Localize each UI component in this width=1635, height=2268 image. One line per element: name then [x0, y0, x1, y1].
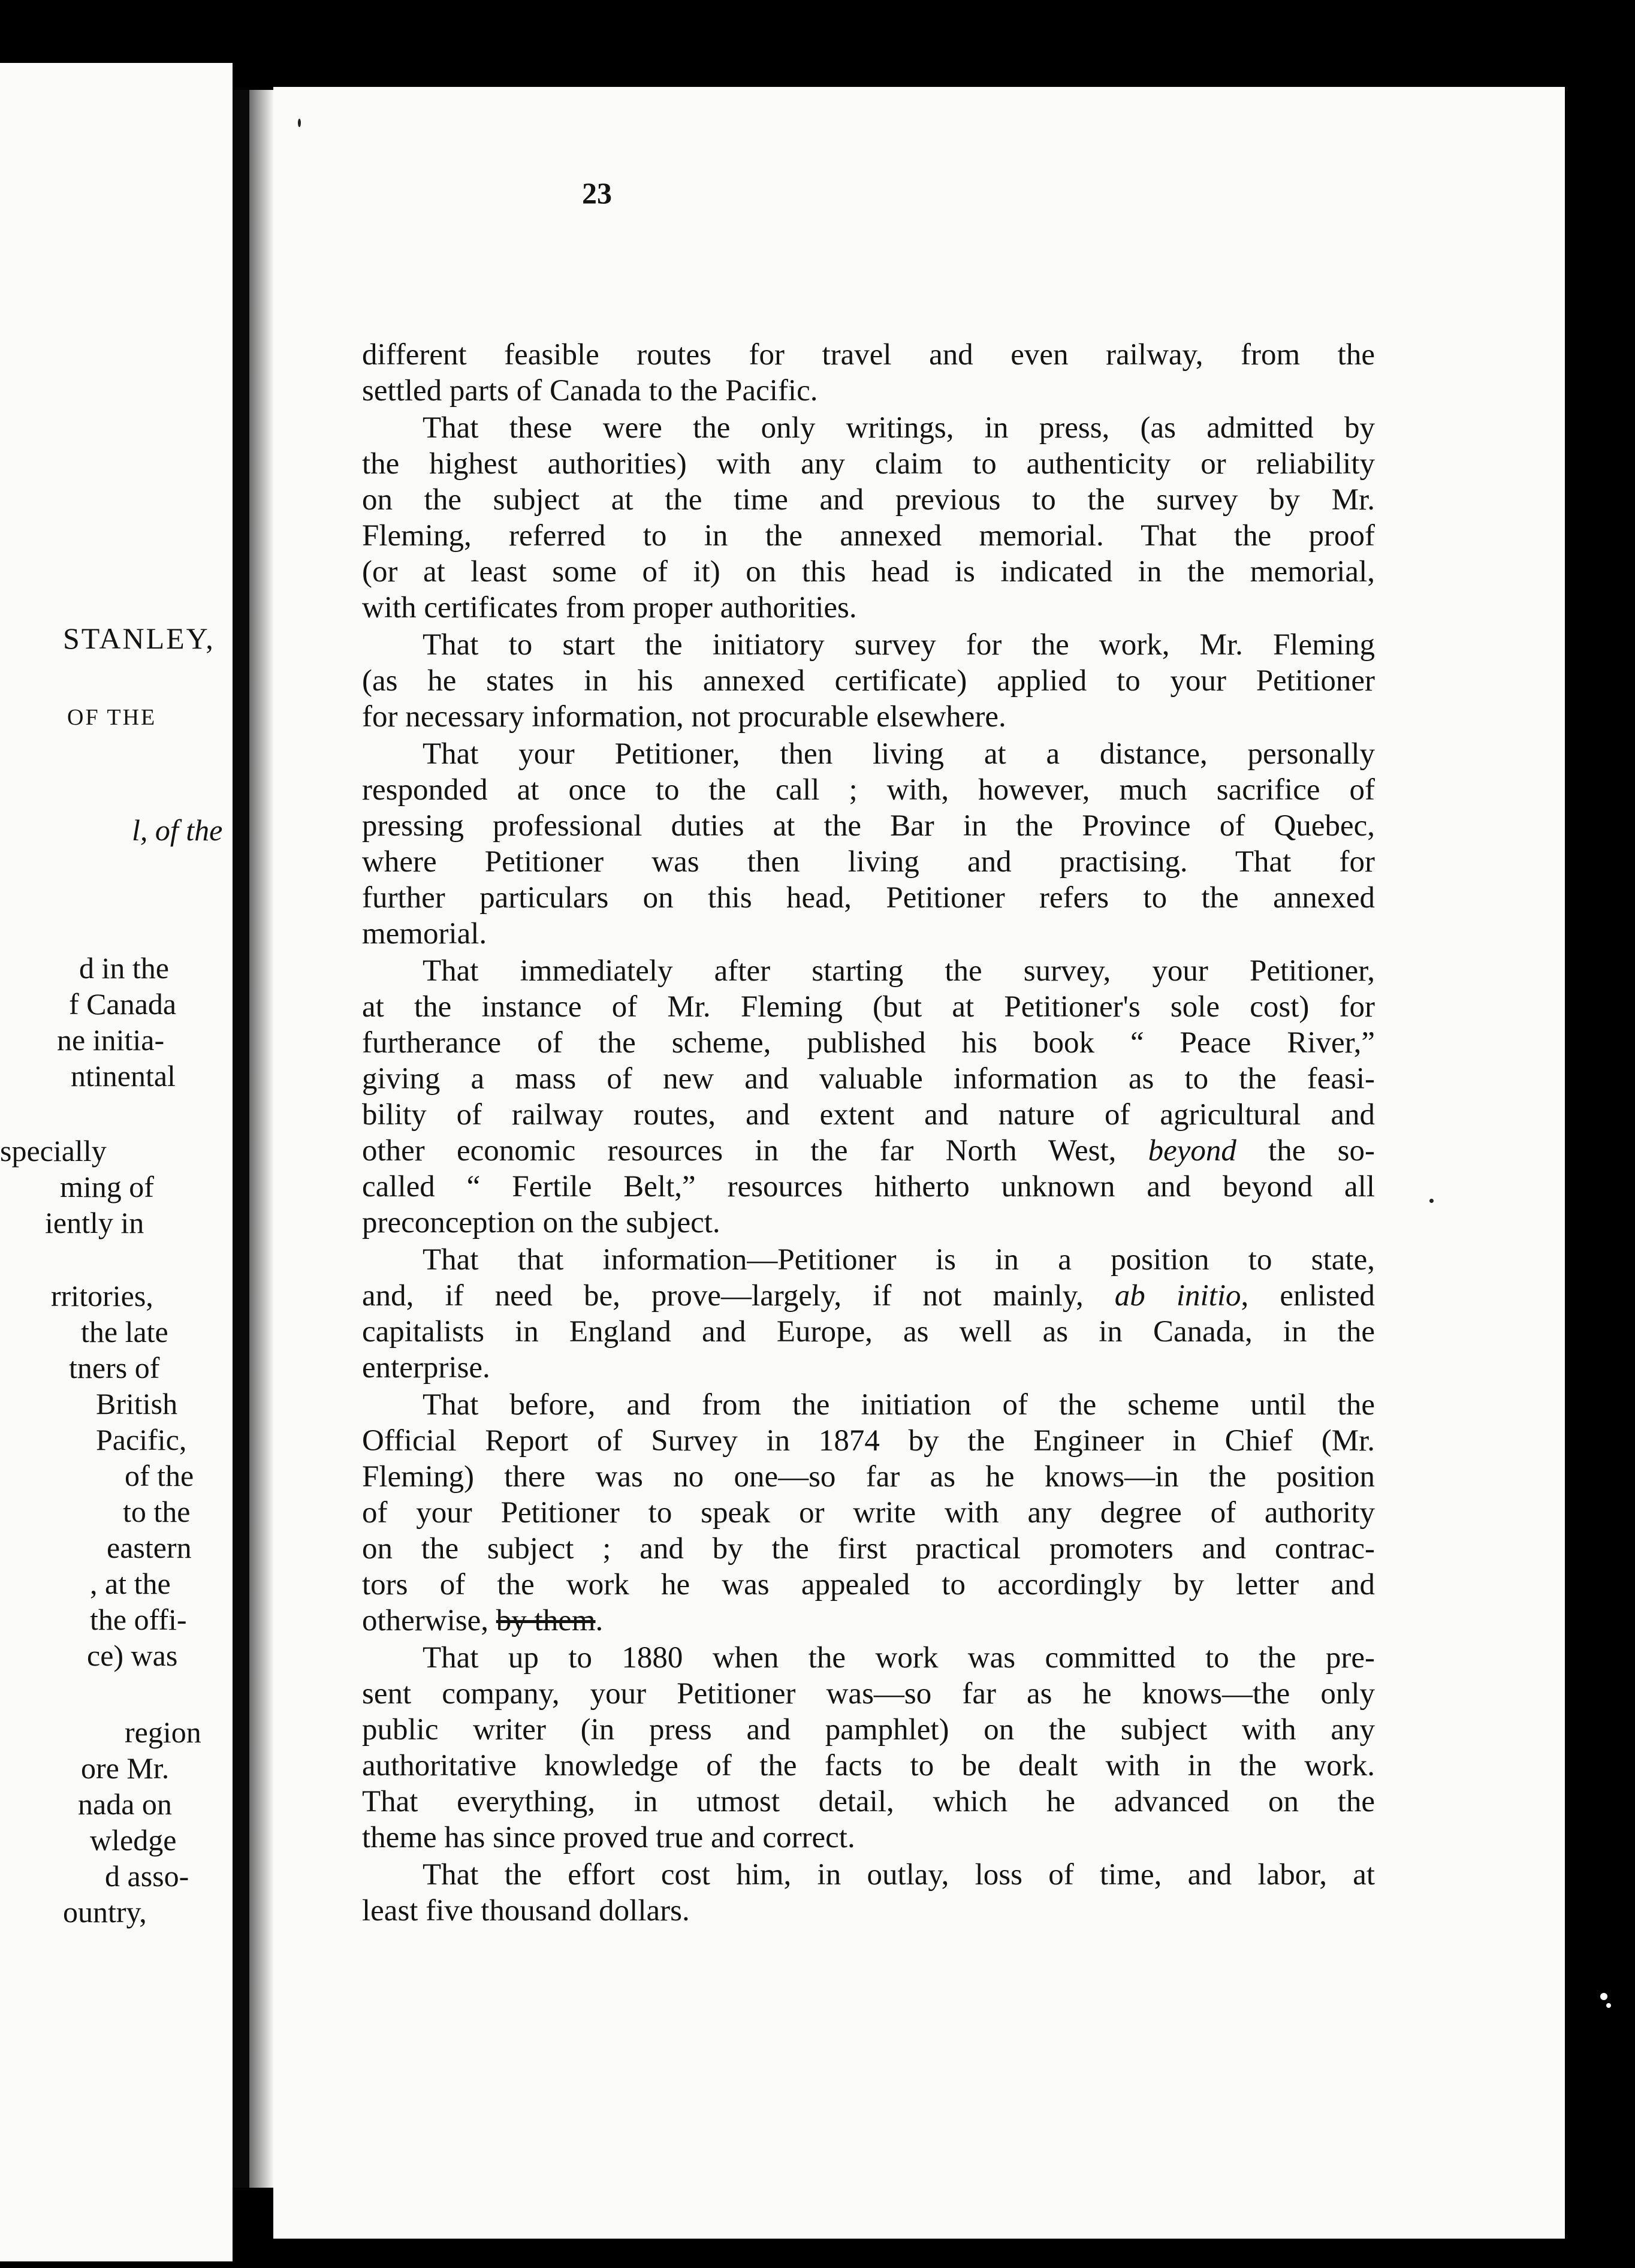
left-fragment: f Canada	[69, 987, 177, 1021]
left-fragment: tners of	[69, 1351, 160, 1385]
text-span: .	[595, 1604, 604, 1637]
text-line: on the subject at the time and previous to the survey by Mr.	[362, 483, 1375, 517]
left-fragment: ce) was	[87, 1639, 178, 1672]
text-line: (or at least some of it) on this head is indicated in the memorial,	[362, 555, 1375, 589]
text-line: preconception on the subject.	[362, 1206, 720, 1239]
text-line: That your Petitioner, then living at a distance, personally	[423, 737, 1375, 771]
scan-speck	[1606, 2003, 1611, 2008]
text-line: That immediately after starting the survey, your Petitioner,	[423, 954, 1375, 988]
left-fragment: wledge	[90, 1823, 177, 1857]
text-line: where Petitioner was then living and practising. That for	[362, 845, 1375, 879]
page-number: 23	[582, 176, 612, 210]
text-line: furtherance of the scheme, published his book “ Peace River,”	[362, 1026, 1375, 1060]
text-line: enterprise.	[362, 1351, 490, 1385]
left-fragment: of the	[125, 1459, 194, 1492]
italic-span: beyond	[1148, 1134, 1236, 1168]
text-line: That these were the only writings, in press, (as admitted by	[423, 411, 1375, 445]
left-fragment: specially	[0, 1134, 107, 1168]
left-fragment: OF THE	[67, 705, 157, 730]
left-fragment: region	[125, 1715, 201, 1749]
left-fragment: ountry,	[63, 1895, 147, 1929]
text-line: on the subject ; and by the first practical promoters and contrac-	[362, 1532, 1375, 1566]
text-line: pressing professional duties at the Bar in the Province of Quebec,	[362, 809, 1375, 843]
text-line: That the effort cost him, in outlay, loss of time, and labor, at	[423, 1858, 1375, 1892]
text-line: Official Report of Survey in 1874 by the Engineer in Chief (Mr.	[362, 1424, 1375, 1458]
left-fragment: the offi-	[90, 1603, 187, 1636]
text-line: That before, and from the initiation of the scheme until the	[423, 1388, 1375, 1422]
text-line: called “ Fertile Belt,” resources hitherto unknown and beyond all	[362, 1170, 1375, 1204]
text-line: the highest authorities) with any claim to authenticity or reliability	[362, 447, 1375, 481]
text-line: for necessary information, not procurable elsewhere.	[362, 700, 1006, 734]
left-fragment: STANLEY,	[63, 622, 215, 655]
text-line: theme has since proved true and correct.	[362, 1821, 855, 1854]
left-fragment: d asso-	[105, 1859, 189, 1893]
text-span: otherwise,	[362, 1604, 489, 1637]
text-line: That that information—Petitioner is in a position to state,	[423, 1243, 1375, 1277]
text-line: authoritative knowledge of the facts to be dealt with in the work.	[362, 1749, 1375, 1783]
text-line: That everything, in utmost detail, which he advanced on the	[362, 1785, 1375, 1818]
text-line: (as he states in his annexed certificate) applied to your Petitioner	[362, 664, 1375, 698]
text-line: giving a mass of new and valuable information as to the feasi-	[362, 1062, 1375, 1096]
text-line	[362, 1278, 1375, 1314]
text-line: That up to 1880 when the work was committed to the pre-	[423, 1641, 1375, 1675]
left-fragment: iently in	[45, 1206, 144, 1239]
text-span: the so-	[1236, 1134, 1375, 1168]
scan-speck	[1429, 1199, 1434, 1203]
text-line: different feasible routes for travel and even railway, from the	[362, 338, 1375, 372]
left-fragment: ntinental	[71, 1059, 176, 1093]
left-fragment: d in the	[79, 951, 169, 985]
left-fragment: ming of	[60, 1170, 154, 1204]
text-line: further particulars on this head, Petitioner refers to the annexed	[362, 881, 1375, 915]
left-fragment: to the	[123, 1495, 191, 1528]
text-span: , enlisted	[1241, 1279, 1375, 1313]
text-line: tors of the work he was appealed to accordingly by letter and	[362, 1568, 1375, 1602]
text-line: at the instance of Mr. Fleming (but at Petitioner's sole cost) for	[362, 990, 1375, 1024]
text-line	[362, 1133, 1375, 1169]
left-fragment: British	[96, 1387, 178, 1420]
text-line: public writer (in press and pamphlet) on the subject with any	[362, 1713, 1375, 1747]
text-line: settled parts of Canada to the Pacific.	[362, 374, 818, 408]
left-fragment: Pacific,	[96, 1423, 187, 1456]
text-line	[362, 1603, 1375, 1639]
left-fragment: eastern	[107, 1531, 192, 1564]
text-span: and, if need be, prove—largely, if not mainly,	[362, 1279, 1115, 1313]
text-line: Fleming) there was no one—so far as he knows—in the position	[362, 1460, 1375, 1494]
text-line: bility of railway routes, and extent and nature of agricultural and	[362, 1098, 1375, 1132]
gutter-shadow	[249, 90, 273, 2188]
scan-speck	[298, 119, 301, 127]
text-line: sent company, your Petitioner was—so far as he knows—the only	[362, 1677, 1375, 1711]
text-line: least five thousand dollars.	[362, 1894, 690, 1928]
text-line: Fleming, referred to in the annexed memorial. That the proof	[362, 519, 1375, 553]
text-line: responded at once to the call ; with, however, much sacrifice of	[362, 773, 1375, 807]
book-gutter	[233, 90, 249, 2188]
text-line: with certificates from proper authorities.	[362, 591, 857, 625]
left-fragment: rritories,	[51, 1279, 153, 1313]
left-fragment: , at the	[90, 1567, 171, 1600]
text-span: other economic resources in the far North West,	[362, 1134, 1148, 1168]
left-fragment: ne initia-	[57, 1023, 165, 1057]
struck-text: by them	[496, 1604, 596, 1637]
left-fragment: ore Mr.	[81, 1751, 170, 1785]
text-line: capitalists in England and Europe, as well as in Canada, in the	[362, 1315, 1375, 1349]
text-line: memorial.	[362, 917, 487, 951]
left-fragment: the late	[81, 1315, 168, 1349]
scan-speck	[1600, 1993, 1607, 2000]
left-fragment: nada on	[78, 1787, 172, 1821]
italic-span: ab initio	[1114, 1279, 1241, 1313]
text-line: of your Petitioner to speak or write with any degree of authority	[362, 1496, 1375, 1530]
left-fragment: l, of the	[132, 813, 223, 847]
text-line: That to start the initiatory survey for the work, Mr. Fleming	[423, 628, 1375, 662]
